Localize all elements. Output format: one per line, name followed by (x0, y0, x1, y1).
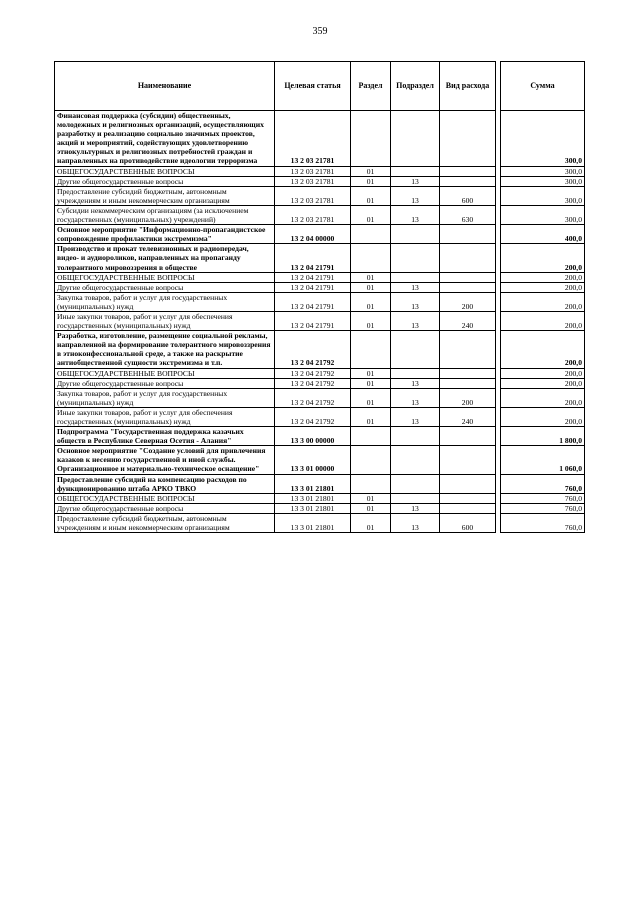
cell-subsection (391, 427, 440, 446)
cell-sum: 1 800,0 (501, 427, 585, 446)
cell-name: Предоставление субсидий бюджетным, автономным учреждениям и иным некоммерческим организациям (55, 186, 275, 205)
cell-sum: 1 060,0 (501, 446, 585, 474)
cell-sum: 760,0 (501, 503, 585, 513)
cell-section: 01 (351, 513, 391, 532)
cell-kind (440, 331, 496, 368)
cell-target: 13 2 04 00000 (275, 225, 351, 244)
header-section: Раздел (351, 62, 391, 111)
table-body (55, 111, 585, 533)
cell-name: ОБЩЕГОСУДАРСТВЕННЫЕ ВОПРОСЫ (55, 368, 275, 378)
cell-target: 13 3 00 00000 (275, 427, 351, 446)
cell-subsection (391, 446, 440, 474)
cell-target: 13 3 01 21801 (275, 474, 351, 493)
table-row (55, 368, 585, 378)
cell-kind (440, 474, 496, 493)
cell-subsection (391, 111, 440, 167)
cell-target: 13 2 04 21791 (275, 272, 351, 282)
cell-section: 01 (351, 282, 391, 292)
page-number: 359 (312, 26, 328, 37)
cell-section: 01 (351, 407, 391, 426)
cell-name: Иные закупки товаров, работ и услуг для обеспечения государственных (муниципальных) нужд (55, 311, 275, 330)
cell-section (351, 474, 391, 493)
table-row (55, 111, 585, 167)
cell-subsection (391, 244, 440, 272)
cell-section: 01 (351, 292, 391, 311)
cell-sum: 200,0 (501, 388, 585, 407)
cell-kind (440, 176, 496, 186)
header-name: Наименование (55, 62, 275, 111)
cell-target: 13 2 04 21791 (275, 311, 351, 330)
cell-kind (440, 272, 496, 282)
table-row (55, 513, 585, 532)
cell-target: 13 2 03 21781 (275, 111, 351, 167)
table-row (55, 292, 585, 311)
table-row (55, 446, 585, 474)
cell-subsection: 13 (391, 407, 440, 426)
cell-sum: 300,0 (501, 176, 585, 186)
cell-name: Разработка, изготовление, размещение социальной рекламы, направленной на формирование толерантного мировоззрения в этноконфессиональной среде, а также на раскрытие антиобщественной сущности экстремизма и т.п. (55, 331, 275, 368)
cell-sum: 200,0 (501, 282, 585, 292)
table-row (55, 331, 585, 368)
cell-section (351, 244, 391, 272)
cell-sum: 200,0 (501, 407, 585, 426)
cell-section: 01 (351, 205, 391, 224)
cell-section: 01 (351, 493, 391, 503)
header-sum: Сумма (501, 62, 585, 111)
cell-target: 13 3 01 21801 (275, 513, 351, 532)
cell-kind (440, 244, 496, 272)
cell-name: ОБЩЕГОСУДАРСТВЕННЫЕ ВОПРОСЫ (55, 493, 275, 503)
cell-kind (440, 446, 496, 474)
table-row (55, 388, 585, 407)
cell-section (351, 331, 391, 368)
cell-target: 13 2 03 21781 (275, 166, 351, 176)
cell-section: 01 (351, 272, 391, 282)
cell-subsection: 13 (391, 292, 440, 311)
table-row (55, 225, 585, 244)
table-row (55, 407, 585, 426)
cell-sum: 760,0 (501, 493, 585, 503)
cell-name: Финансовая поддержка (субсидии) общественных, молодежных и религиозных организаций, осуществляющих разработку и реализацию социально значимых проектов, акций и мероприятий, содействующих удовлетворению этнокультурных и религиозных потребностей граждан и направленных на противодействие идеологии терроризма (55, 111, 275, 167)
cell-kind: 600 (440, 513, 496, 532)
table-header-row (55, 62, 585, 111)
cell-subsection (391, 493, 440, 503)
cell-subsection (391, 166, 440, 176)
cell-kind: 200 (440, 388, 496, 407)
cell-kind (440, 166, 496, 176)
cell-sum: 200,0 (501, 272, 585, 282)
cell-target: 13 2 03 21781 (275, 186, 351, 205)
cell-name: Другие общегосударственные вопросы (55, 378, 275, 388)
cell-subsection: 13 (391, 176, 440, 186)
cell-subsection (391, 272, 440, 282)
cell-kind (440, 493, 496, 503)
cell-kind (440, 378, 496, 388)
cell-target: 13 3 01 00000 (275, 446, 351, 474)
cell-target: 13 2 04 21791 (275, 244, 351, 272)
cell-sum: 200,0 (501, 311, 585, 330)
cell-name: Иные закупки товаров, работ и услуг для обеспечения государственных (муниципальных) нужд (55, 407, 275, 426)
cell-target: 13 2 04 21792 (275, 378, 351, 388)
cell-sum: 200,0 (501, 331, 585, 368)
table-row (55, 166, 585, 176)
cell-name: ОБЩЕГОСУДАРСТВЕННЫЕ ВОПРОСЫ (55, 166, 275, 176)
cell-kind (440, 225, 496, 244)
cell-target: 13 2 04 21791 (275, 282, 351, 292)
cell-name: Закупка товаров, работ и услуг для государственных (муниципальных) нужд (55, 292, 275, 311)
cell-subsection: 13 (391, 311, 440, 330)
cell-name: Подпрограмма "Государственная поддержка казачьих обществ в Республике Северная Осетия - Алания" (55, 427, 275, 446)
table-row (55, 378, 585, 388)
cell-sum: 300,0 (501, 166, 585, 176)
cell-target: 13 2 04 21792 (275, 388, 351, 407)
header-subsection: Подраздел (391, 62, 440, 111)
cell-name: ОБЩЕГОСУДАРСТВЕННЫЕ ВОПРОСЫ (55, 272, 275, 282)
cell-section: 01 (351, 388, 391, 407)
cell-sum: 400,0 (501, 225, 585, 244)
table-row (55, 503, 585, 513)
table-row (55, 186, 585, 205)
cell-section: 01 (351, 186, 391, 205)
cell-name: Другие общегосударственные вопросы (55, 176, 275, 186)
cell-sum: 760,0 (501, 474, 585, 493)
cell-target: 13 2 04 21792 (275, 368, 351, 378)
table-row (55, 282, 585, 292)
cell-name: Субсидии некоммерческим организациям (за исключением государственных (муниципальных) учреждений) (55, 205, 275, 224)
cell-section (351, 427, 391, 446)
cell-kind: 240 (440, 407, 496, 426)
cell-kind: 630 (440, 205, 496, 224)
cell-kind (440, 503, 496, 513)
header-target: Целевая статья (275, 62, 351, 111)
table-row (55, 272, 585, 282)
cell-section: 01 (351, 176, 391, 186)
cell-subsection (391, 368, 440, 378)
cell-section: 01 (351, 503, 391, 513)
cell-sum: 200,0 (501, 378, 585, 388)
cell-target: 13 2 03 21781 (275, 205, 351, 224)
cell-sum: 760,0 (501, 513, 585, 532)
cell-subsection: 13 (391, 388, 440, 407)
cell-target: 13 3 01 21801 (275, 493, 351, 503)
cell-sum: 200,0 (501, 244, 585, 272)
cell-subsection (391, 474, 440, 493)
cell-name: Основное мероприятие "Информационно-пропагандистское сопровождение профилактики экстремизма" (55, 225, 275, 244)
cell-kind: 240 (440, 311, 496, 330)
cell-name: Предоставление субсидий на компенсацию расходов по функционированию штаба АРКО ТВКО (55, 474, 275, 493)
cell-kind (440, 368, 496, 378)
cell-sum: 300,0 (501, 186, 585, 205)
cell-section: 01 (351, 368, 391, 378)
cell-target: 13 2 03 21781 (275, 176, 351, 186)
cell-target: 13 2 04 21792 (275, 331, 351, 368)
cell-name: Другие общегосударственные вопросы (55, 282, 275, 292)
cell-subsection: 13 (391, 205, 440, 224)
cell-subsection (391, 331, 440, 368)
table-row (55, 176, 585, 186)
cell-subsection: 13 (391, 503, 440, 513)
table-row (55, 205, 585, 224)
table-row (55, 244, 585, 272)
table-row (55, 493, 585, 503)
header-kind: Вид расхода (440, 62, 496, 111)
cell-name: Закупка товаров, работ и услуг для государственных (муниципальных) нужд (55, 388, 275, 407)
cell-section: 01 (351, 311, 391, 330)
cell-sum: 300,0 (501, 111, 585, 167)
cell-kind (440, 111, 496, 167)
table-row (55, 427, 585, 446)
cell-subsection: 13 (391, 186, 440, 205)
cell-section: 01 (351, 378, 391, 388)
table-row (55, 311, 585, 330)
cell-kind (440, 282, 496, 292)
cell-kind: 200 (440, 292, 496, 311)
cell-section (351, 111, 391, 167)
cell-section: 01 (351, 166, 391, 176)
cell-name: Другие общегосударственные вопросы (55, 503, 275, 513)
cell-subsection: 13 (391, 378, 440, 388)
cell-kind: 600 (440, 186, 496, 205)
cell-name: Предоставление субсидий бюджетным, автономным учреждениям и иным некоммерческим организациям (55, 513, 275, 532)
cell-target: 13 3 01 21801 (275, 503, 351, 513)
table-row (55, 474, 585, 493)
cell-kind (440, 427, 496, 446)
cell-target: 13 2 04 21791 (275, 292, 351, 311)
cell-sum: 200,0 (501, 368, 585, 378)
cell-sum: 300,0 (501, 205, 585, 224)
cell-subsection: 13 (391, 513, 440, 532)
cell-name: Основное мероприятие "Создание условий для привлечения казаков к несению государственной и иной службы. Организационное и материально-техническое оснащение" (55, 446, 275, 474)
cell-subsection (391, 225, 440, 244)
cell-section (351, 225, 391, 244)
cell-sum: 200,0 (501, 292, 585, 311)
cell-section (351, 446, 391, 474)
cell-name: Производство и прокат телевизионных и радиопередач, видео- и аудиороликов, направленных на пропаганду толерантного мировоззрения в обществе (55, 244, 275, 272)
cell-target: 13 2 04 21792 (275, 407, 351, 426)
budget-table (54, 61, 585, 533)
cell-subsection: 13 (391, 282, 440, 292)
